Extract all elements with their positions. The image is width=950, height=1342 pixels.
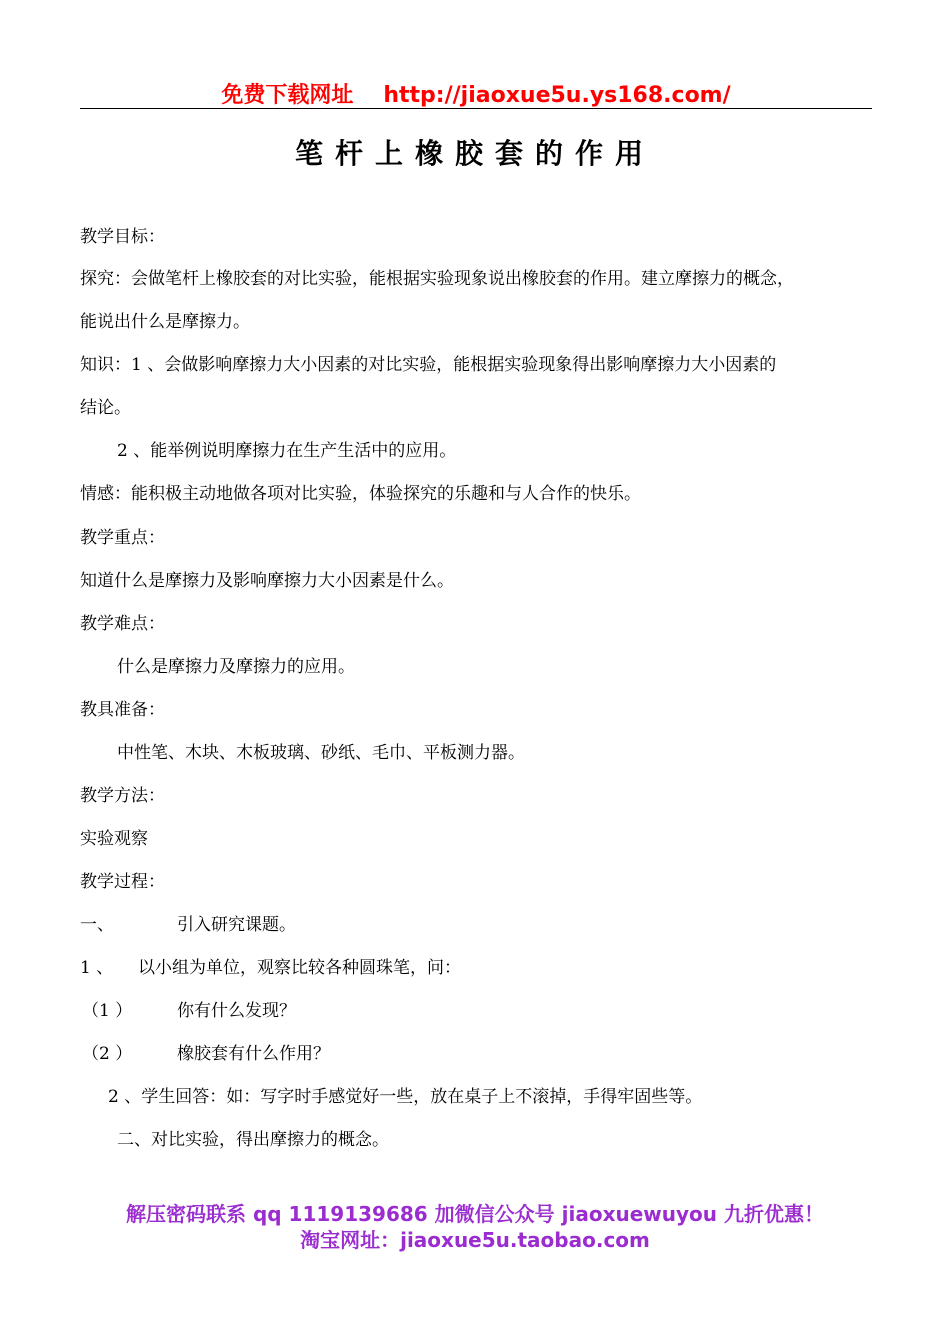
process-heading: 教学过程： xyxy=(80,872,165,892)
methods-heading: 教学方法： xyxy=(80,786,165,806)
footer-taobao-link[interactable]: 淘宝网址：jiaoxue5u.taobao.com xyxy=(300,1228,650,1252)
download-header xyxy=(80,78,872,108)
question-2-number: （2 ） xyxy=(82,1044,133,1064)
teaching-goals-heading: 教学目标： xyxy=(80,227,165,247)
sub-step-1-number: 1 、 xyxy=(80,958,114,978)
goal-knowledge-line1: 知识：1 、会做影响摩擦力大小因素的对比实验，能根据实验现象得出影响摩擦力大小因素的 xyxy=(80,355,777,375)
key-points-text: 知道什么是摩擦力及影响摩擦力大小因素是什么。 xyxy=(80,571,454,591)
footer-contact: 解压密码联系 qq 1119139686 加微信公众号 jiaoxuewuyou 九折优惠！ xyxy=(126,1202,824,1226)
question-1-text: 你有什么发现？ xyxy=(177,1001,296,1021)
difficulties-text: 什么是摩擦力及摩擦力的应用。 xyxy=(117,657,355,677)
goal-knowledge-line2: 结论。 xyxy=(80,398,131,418)
materials-text: 中性笔、木块、木板玻璃、砂纸、毛巾、平板测力器。 xyxy=(117,743,525,763)
download-label: 免费下载网址 xyxy=(221,83,354,108)
goal-inquiry-line1: 探究：会做笔杆上橡胶套的对比实验，能根据实验现象说出橡胶套的作用。建立摩擦力的概念， xyxy=(80,269,794,289)
header-divider xyxy=(80,108,872,109)
download-url-link[interactable]: http://jiaoxue5u.ys168.com/ xyxy=(383,83,731,108)
process-step-1-text: 引入研究课题。 xyxy=(177,915,296,935)
page-title: 笔杆上橡胶套的作用 xyxy=(294,137,655,170)
difficulties-heading: 教学难点： xyxy=(80,614,165,634)
process-step-1-number: 一、 xyxy=(80,915,114,935)
process-step-2: 二、对比实验，得出摩擦力的概念。 xyxy=(117,1130,389,1150)
materials-heading: 教具准备： xyxy=(80,700,165,720)
sub-step-2: 2 、学生回答：如：写字时手感觉好一些，放在桌子上不滚掉，手得牢固些等。 xyxy=(108,1087,703,1107)
goal-emotion: 情感：能积极主动地做各项对比实验，体验探究的乐趣和与人合作的快乐。 xyxy=(80,484,641,504)
question-1-number: （1 ） xyxy=(82,1001,133,1021)
methods-text: 实验观察 xyxy=(80,829,148,849)
key-points-heading: 教学重点： xyxy=(80,528,165,548)
question-2-text: 橡胶套有什么作用？ xyxy=(177,1044,330,1064)
goal-inquiry-line2: 能说出什么是摩擦力。 xyxy=(80,312,250,332)
goal-knowledge-item2: 2 、能举例说明摩擦力在生产生活中的应用。 xyxy=(117,441,457,461)
sub-step-1-text: 以小组为单位，观察比较各种圆珠笔，问： xyxy=(138,958,461,978)
